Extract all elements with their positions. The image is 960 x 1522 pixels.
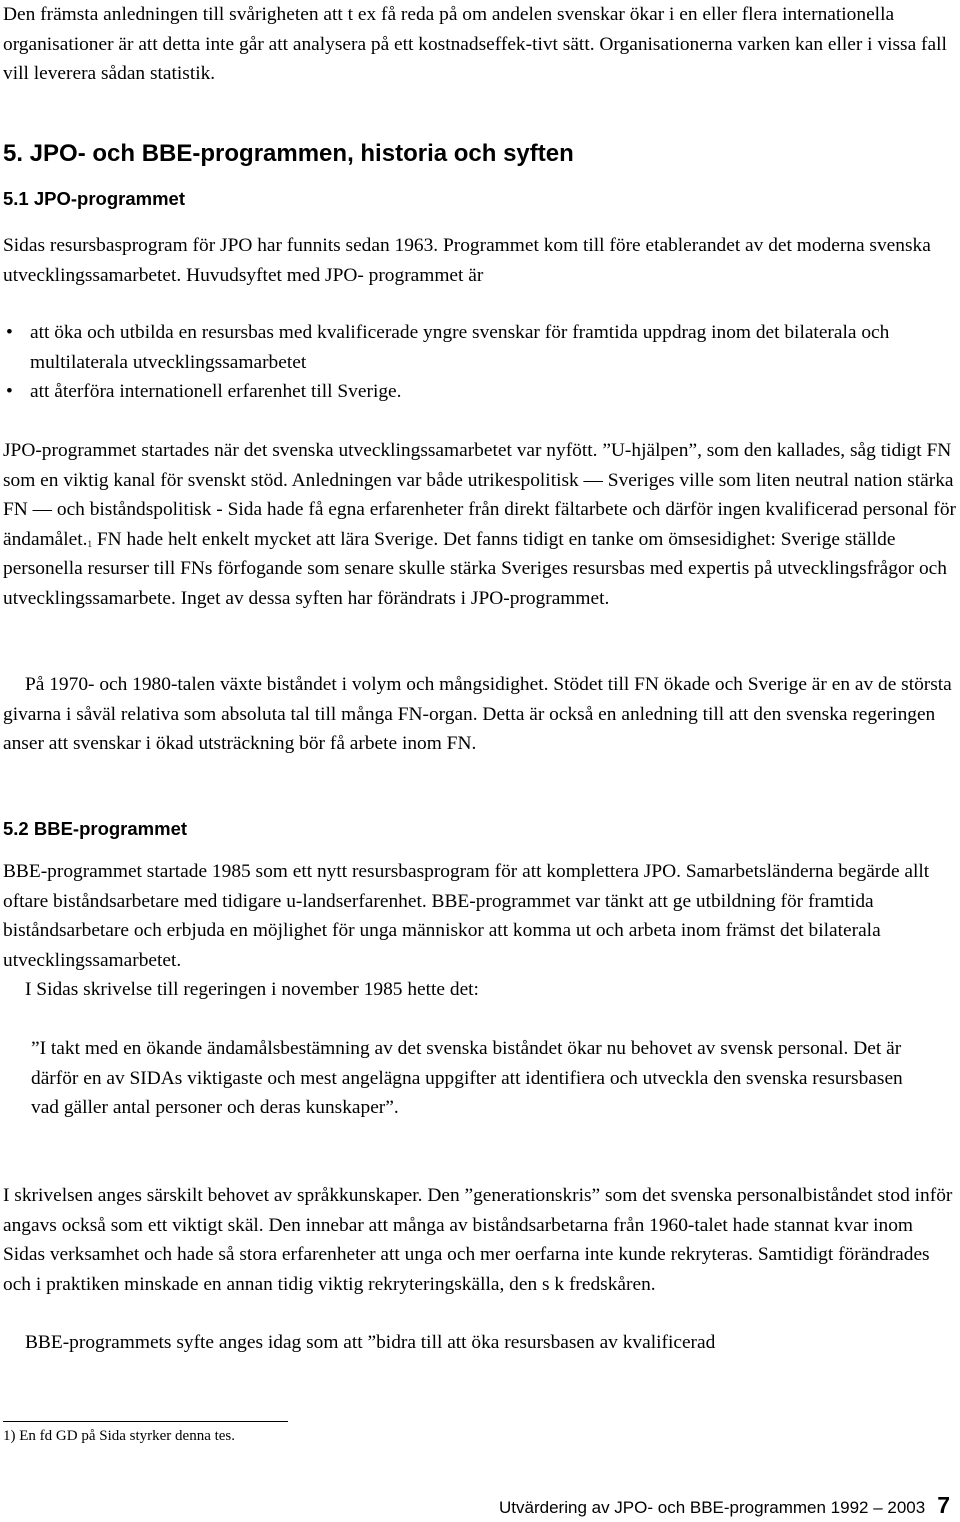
bbe-paragraph-2: I Sidas skrivelse till regeringen i november 1985 hette det: [25,979,479,1000]
footer-title: Utvärdering av JPO- och BBE-programmen 1992 – 2003 [499,1498,926,1517]
bbe-paragraph-3: I skrivelsen anges särskilt behovet av språkkunskaper. Den ”generationskris” som det svenska personalbiståndet stod inför angavs också som ett viktigt skäl. Den innebar att många av biståndsarbetarna från 1960-talet hade stannat kvar inom Sidas verksamhet och hade så stora erfarenheter att unga och mer oerfarna inte kunde rekryteras. Samtidigt förändrades och i praktiken minskade en annan tidig viktig rekryteringskälla, den s k fredskåren. [3,1185,953,1295]
bullet-text: att återföra internationell erfarenhet till Sverige. [30,381,402,402]
bbe-paragraph-4: BBE-programmets syfte anges idag som att ”bidra till att öka resursbasen av kvalificerad [25,1332,716,1353]
jpo-paragraph-3: På 1970- och 1980-talen växte biståndet i volym och mångsidighet. Stödet till FN ökade och Sverige är en av de största givarna i såväl relativa som absoluta tal till många FN-organ. Detta är också en anledning till att den svenska regeringen anser att svenskar i ökad utsträckning bör få arbete inom FN. [3,674,952,755]
footnote-ref: 1 [87,538,93,549]
jpo-paragraph-1: Sidas resursbasprogram för JPO har funnits sedan 1963. Programmet kom till före etablerandet av det moderna svenska utvecklingssamarbetet. Huvudsyftet med JPO- programmet är [3,235,931,286]
section-5-1-heading: 5.1 JPO-programmet [3,188,185,209]
footnote: 1) En fd GD på Sida styrker denna tes. [3,1428,236,1444]
bullet-icon: • [6,322,13,343]
page-footer [499,1492,950,1519]
bullet-item-1 [3,318,956,377]
jpo-paragraph-2 [3,436,956,614]
footnote-separator [3,1421,288,1422]
page-number: 7 [937,1492,950,1518]
block-quote: ”I takt med en ökande ändamålsbestämning av det svenska biståndet ökar nu behovet av svensk personal. Det är därför en av SIDAs viktigaste och mest angelägna uppgifter att identifiera och utveckla den svenska resursbasen vad gäller antal personer och deras kunskaper”. [31,1038,903,1119]
bullet-icon: • [6,381,13,402]
section-5-heading: 5. JPO- och BBE-programmen, historia och syften [3,140,574,167]
section-5-2-heading: 5.2 BBE-programmet [3,818,188,839]
bbe-paragraph-1: BBE-programmet startade 1985 som ett nytt resursbasprogram för att komplettera JPO. Samarbetsländerna begärde allt oftare biståndsarbetare med tidigare u-landserfarenhet. BBE-programmet var tänkt att ge utbildning för framtida biståndsarbetare och erbjuda en möjlighet för unga människor att komma ut och arbeta inom främst det bilaterala utvecklingssamarbetet. [3,861,930,971]
jpo-paragraph-2-start: JPO-programmet startades när det svenska utvecklingssamarbetet var nyfött. ”U-hjälpen”, som den kallades, såg tidigt FN som en viktig kanal för svenskt stöd. Anledningen var både utrikespolitisk — Sveriges ville som liten neutral nation stärka FN — och biståndspolitisk - Sida hade få egna erfarenheter från direkt fältarbete och därför ingen kvalificerad personal för ändamålet. [3,440,956,550]
bullet-text: att öka och utbilda en resursbas med kvalificerade yngre svenskar för framtida uppdrag inom det bilaterala och multilaterala utvecklingssamarbetet [30,322,890,373]
bullet-item-2 [3,377,956,407]
intro-paragraph: Den främsta anledningen till svårigheten att t ex få reda på om andelen svenskar ökar i en eller flera internationella organisationer är att detta inte går att analysera på ett kostnadseffek-tivt sätt. Organisationerna varken kan eller i vissa fall vill leverera sådan statistik. [3,4,947,85]
jpo-paragraph-2-end: FN hade helt enkelt mycket att lära Sverige. Det fanns tidigt en tanke om ömsesidighet: Sverige ställde personella resurser till FNs förfogande som senare skulle stärka Sveriges resursbas med expertis på utvecklingsfrågor och utvecklingssamarbete. Inget av dessa syften har förändrats i JPO-programmet. [3,528,947,609]
